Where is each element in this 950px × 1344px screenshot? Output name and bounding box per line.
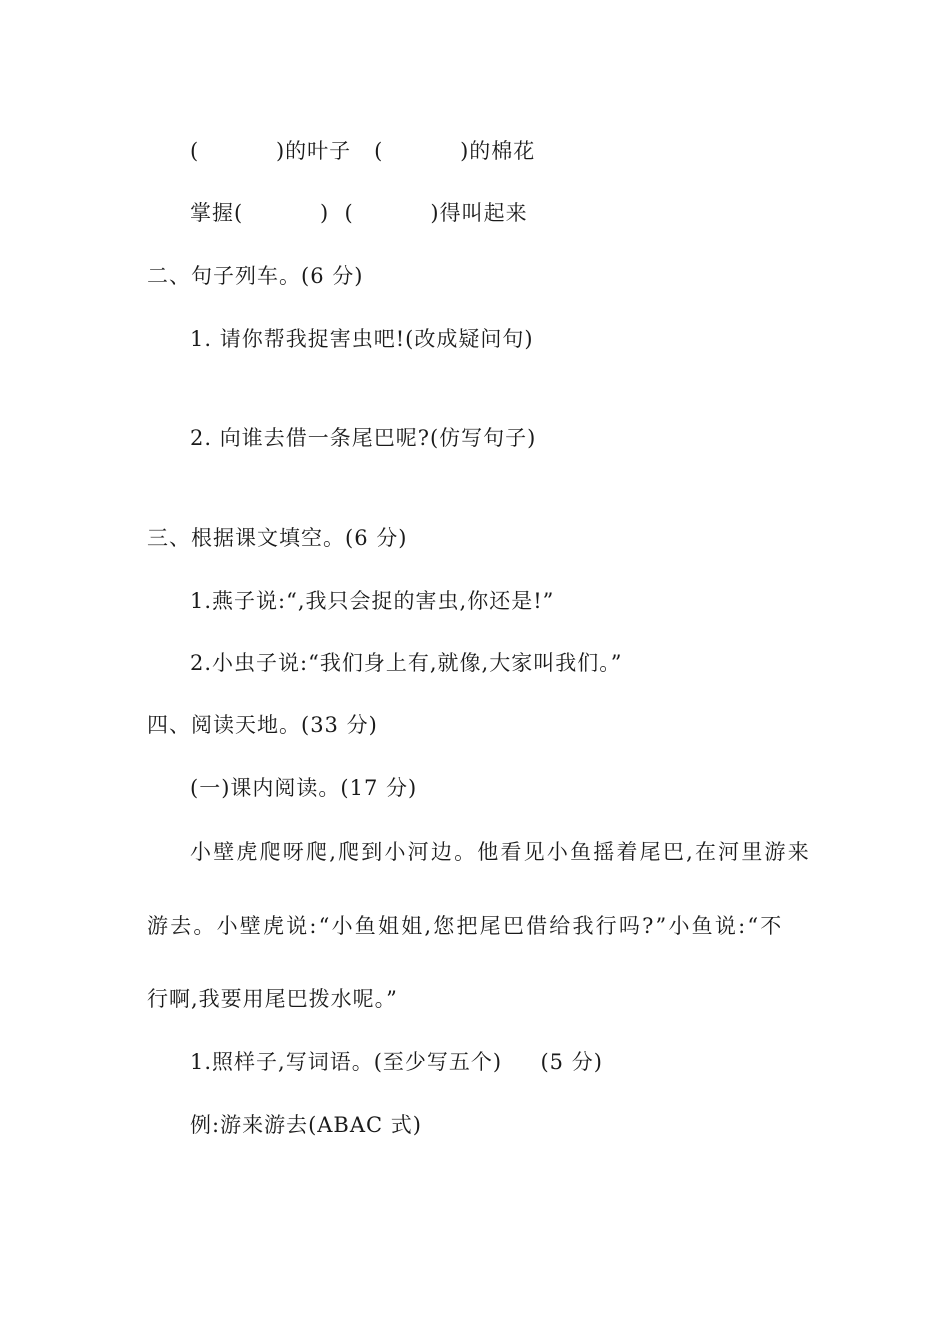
example-line: 例:游来游去(ABAC 式) xyxy=(190,1113,422,1137)
question-2-1: 1. 请你帮我捉害虫吧!(改成疑问句) xyxy=(190,327,534,351)
question-4-1: 1.照样子,写词语。(至少写五个) (5 分) xyxy=(190,1050,603,1074)
section-heading-3: 三、根据课文填空。(6 分) xyxy=(147,526,408,550)
reading-passage-line-1: 小壁虎爬呀爬,爬到小河边。他看见小鱼摇着尾巴,在河里游来 xyxy=(190,840,811,864)
fill-blank-phrases-line-2: 掌握( ) ( )得叫起来 xyxy=(190,201,528,225)
section-heading-2: 二、句子列车。(6 分) xyxy=(147,264,364,288)
fill-blank-phrases-line-1: ( )的叶子 ( )的棉花 xyxy=(190,139,536,163)
question-2-2: 2. 向谁去借一条尾巴呢?(仿写句子) xyxy=(190,426,537,450)
subsection-heading-4-1: (一)课内阅读。(17 分) xyxy=(190,776,418,800)
reading-passage-line-2: 游去。小壁虎说:“小鱼姐姐,您把尾巴借给我行吗?”小鱼说:“不 xyxy=(147,914,784,938)
question-3-1: 1.燕子说:“,我只会捉的害虫,你还是!” xyxy=(190,589,555,613)
reading-passage-line-3: 行啊,我要用尾巴拨水呢。” xyxy=(147,987,398,1011)
section-heading-4: 四、阅读天地。(33 分) xyxy=(147,713,378,737)
question-3-2: 2.小虫子说:“我们身上有,就像,大家叫我们。” xyxy=(190,651,623,675)
